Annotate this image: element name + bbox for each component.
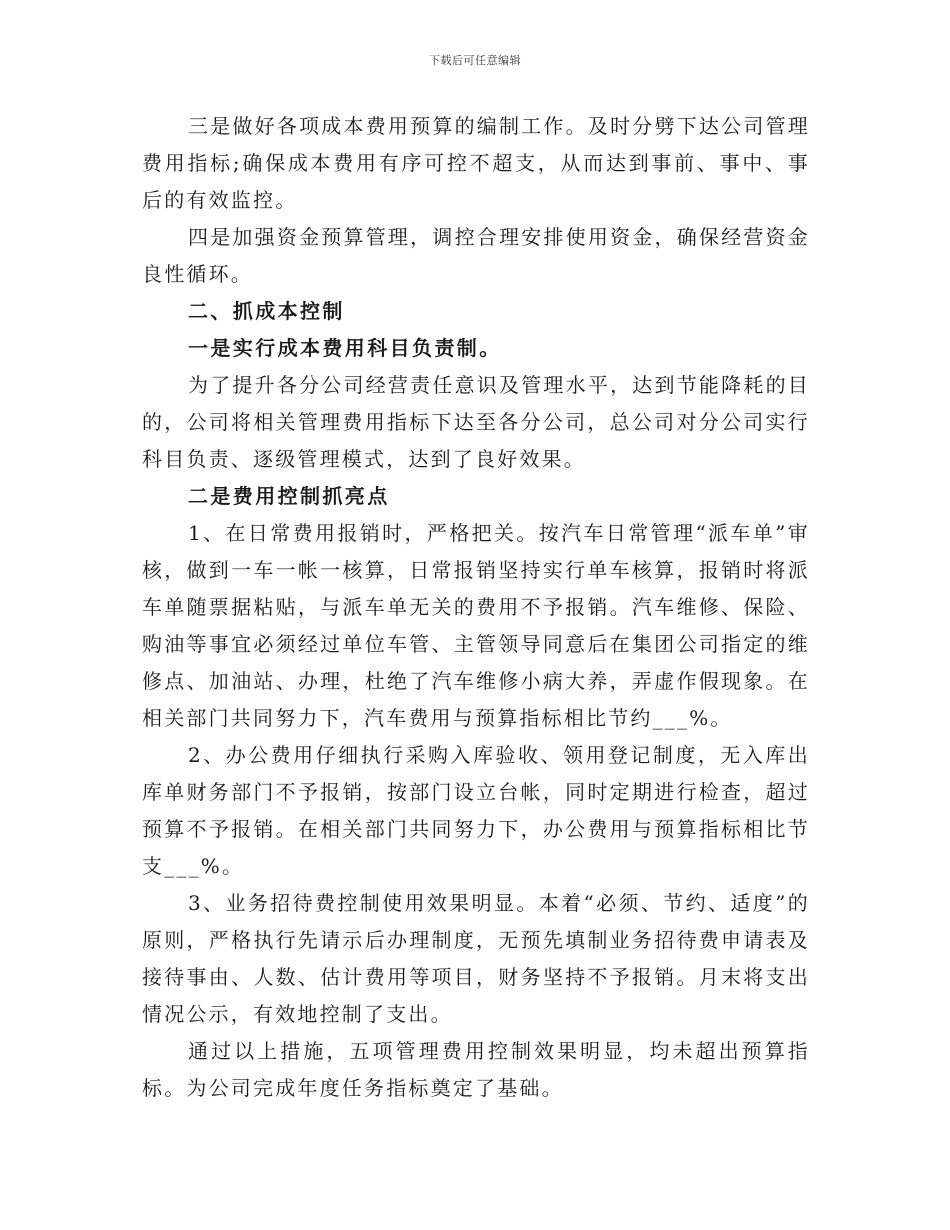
section-heading-cost-control: 二、抓成本控制: [188, 299, 345, 323]
page-header: 下载后可任意编辑: [429, 54, 521, 67]
subheading-expense-highlights: 二是费用控制抓亮点: [188, 484, 390, 508]
paragraph-budget-preparation: 三是做好各项成本费用预算的编制工作。及时分劈下达公司管理费用指标;确保成本费用有序可控不超支，从而达到事前、事中、事后的有效监控。: [142, 114, 810, 212]
paragraph-responsibility-awareness: 为了提升各分公司经营责任意识及管理水平，达到节能降耗的目的，公司将相关管理费用指标下达至各分公司，总公司对分公司实行科目负责、逐级管理模式，达到了良好效果。: [142, 373, 810, 471]
paragraph-hospitality-expenses: 3、业务招待费控制使用效果明显。本着“必须、节约、适度”的原则，严格执行先请示后办理制度，无预先填制业务招待费申请表及接待事由、人数、估计费用等项目，财务坚持不予报销。月末将支出情况公示，有效地控制了支出。: [142, 891, 810, 1026]
paragraph-office-expenses: 2、办公费用仔细执行采购入库验收、领用登记制度，无入库出库单财务部门不予报销，按部门设立台帐，同时定期进行检查，超过预算不予报销。在相关部门共同努力下，办公费用与预算指标相比节支___%。: [142, 743, 810, 878]
paragraph-vehicle-expenses: 1、在日常费用报销时，严格把关。按汽车日常管理“派车单”审核，做到一车一帐一核算，日常报销坚持实行单车核算，报销时将派车单随票据粘贴，与派车单无关的费用不予报销。汽车维修、保险、购油等事宜必须经过单位车管、主管领导同意后在集团公司指定的维修点、加油站、办理，杜绝了汽车维修小病大养，弄虚作假现象。在相关部门共同努力下，汽车费用与预算指标相比节约___%。: [142, 521, 810, 730]
subheading-subject-responsibility: 一是实行成本费用科目负责制。: [188, 336, 502, 360]
paragraph-conclusion: 通过以上措施，五项管理费用控制效果明显，均未超出预算指标。为公司完成年度任务指标奠定了基础。: [142, 1039, 810, 1100]
document-body: [142, 108, 810, 1107]
paragraph-fund-budget: 四是加强资金预算管理，调控合理安排使用资金，确保经营资金良性循环。: [142, 225, 810, 286]
